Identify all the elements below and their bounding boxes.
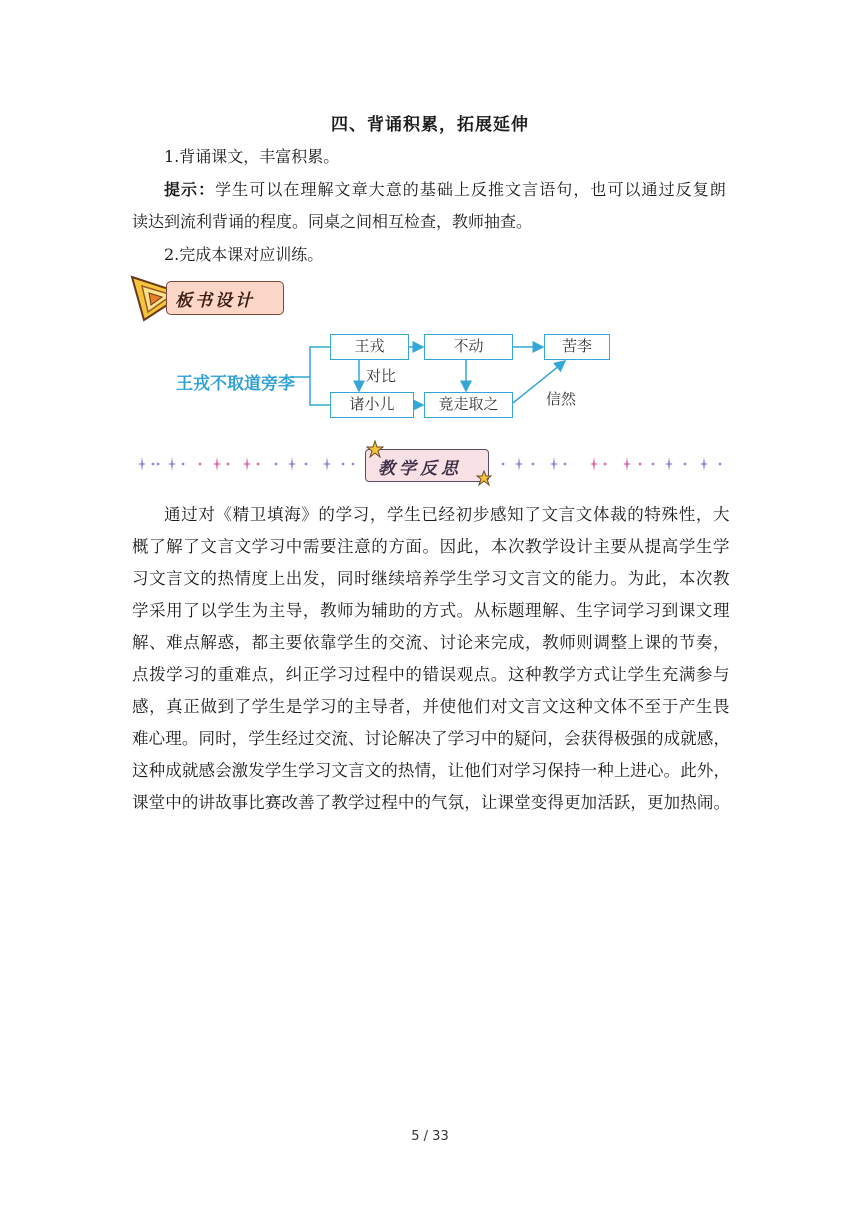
board-diagram-title: 王戎不取道旁李 [176, 374, 295, 394]
sparkle-divider-left-icon [128, 452, 363, 476]
item-2: 2.完成本课对应训练。 [164, 245, 324, 264]
label-xinran: 信然 [546, 390, 577, 408]
hint-line-1 [164, 180, 727, 200]
node-zhuxiaoer: 诸小儿 [330, 392, 414, 418]
reflection-line: 点拨学习的重难点，纠正学习过程中的错误观点。这种教学方式让学生充满参与 [132, 665, 731, 684]
node-budong: 不动 [424, 334, 513, 360]
reflection-line: 习文言文的热情度上出发，同时继续培养学生学习文言文的能力。为此，本次教 [132, 569, 731, 588]
node-wangrong: 王戎 [330, 334, 409, 360]
reflection-line: 这种成就感会激发学生学习文言文的热情，让他们对学习保持一种上进心。此外， [132, 761, 731, 780]
hint-label: 提示： [164, 180, 216, 199]
board-design-banner-text: 板书设计 [175, 291, 255, 311]
hint-text-1: 学生可以在理解文章大意的基础上反推文言语句，也可以通过反复朗 [215, 180, 727, 199]
section-title: 四、背诵积累，拓展延伸 [331, 115, 529, 135]
node-jingzouquzhi: 竟走取之 [424, 392, 513, 418]
reflection-line: 感，真正做到了学生是学习的主导者，并使他们对文言文这种文体不至于产生畏 [132, 697, 731, 716]
item-1: 1.背诵课文，丰富积累。 [164, 147, 340, 166]
label-duibi: 对比 [366, 367, 397, 385]
reflection-line: 概了解了文言文学习中需要注意的方面。因此，本次教学设计主要从提高学生学 [132, 537, 731, 556]
hint-line-2: 读达到流利背诵的程度。同桌之间相互检查，教师抽查。 [132, 212, 533, 231]
page-number: 5 / 33 [411, 1129, 449, 1144]
sparkle-divider-right-icon [495, 452, 733, 476]
node-kuli: 苦李 [544, 334, 610, 360]
reflection-banner-text: 教学反思 [378, 459, 462, 479]
star-icon-small [476, 470, 492, 486]
reflection-line: 通过对《精卫填海》的学习，学生已经初步感知了文言文体裁的特殊性，大 [164, 505, 731, 524]
reflection-line: 学采用了以学生为主导，教师为辅助的方式。从标题理解、生字词学习到课文理 [132, 601, 731, 620]
reflection-line: 解、难点解惑，都主要依靠学生的交流、讨论来完成，教师则调整上课的节奏， [132, 633, 731, 652]
reflection-line: 难心理。同时，学生经过交流、讨论解决了学习中的疑问，会获得极强的成就感， [132, 729, 731, 748]
reflection-line: 课堂中的讲故事比赛改善了教学过程中的气氛，让课堂变得更加活跃，更加热闹。 [132, 793, 731, 812]
